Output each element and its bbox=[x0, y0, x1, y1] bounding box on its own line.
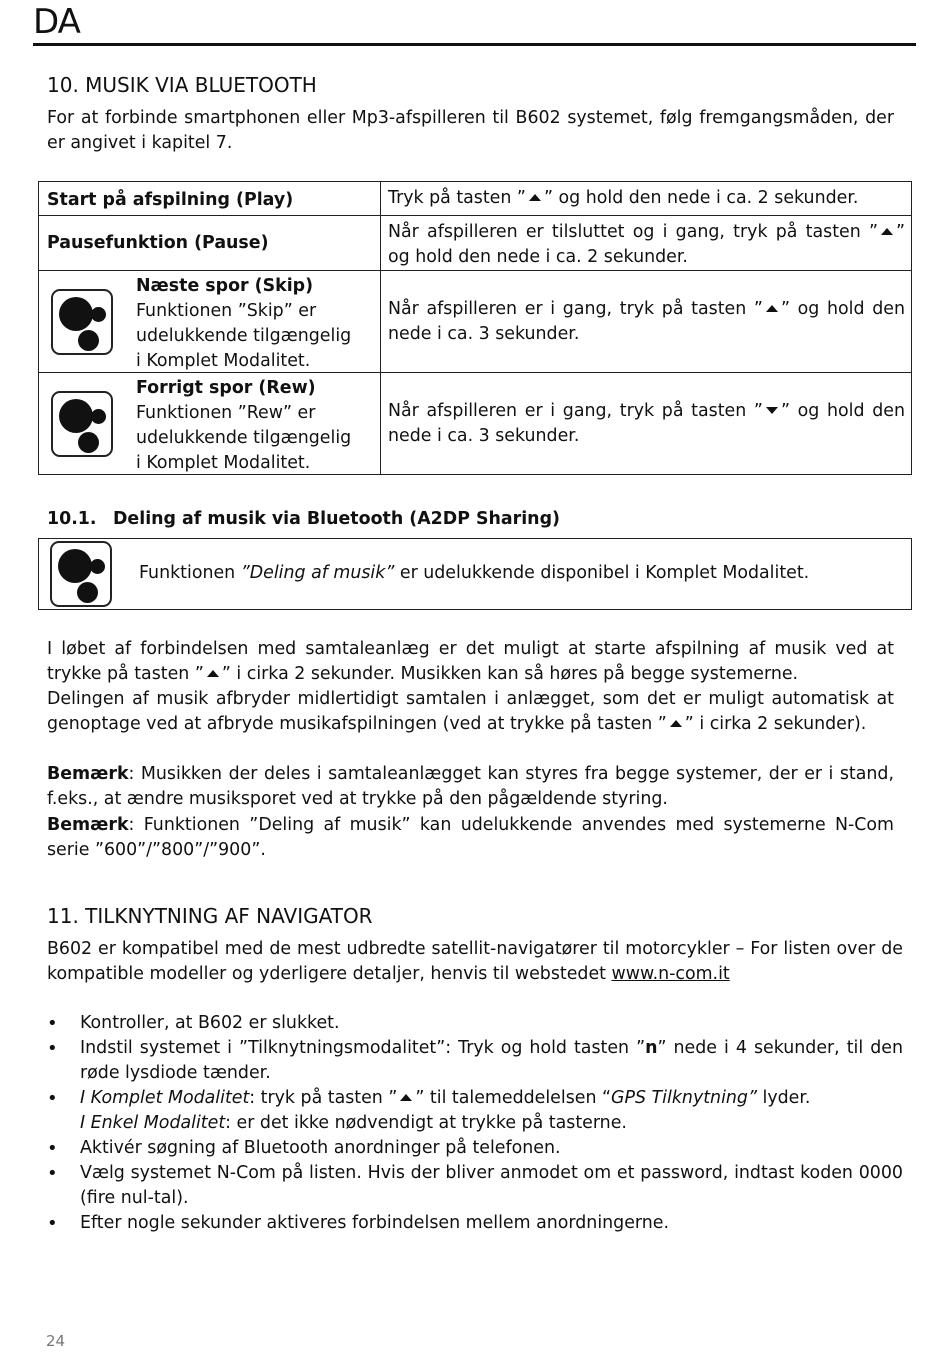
header-rule bbox=[33, 43, 916, 46]
sharing-note-box bbox=[38, 538, 912, 610]
sharing-paragraph-2: Delingen af musik afbryder midlertidigt samtalen i anlægget, som det er muligt automatisk at genoptage ved at afbryde musikafspilningen (ved at trykke på tasten ” ” i cirka 2 sekunder). bbox=[47, 689, 894, 734]
section-10-title: 10. MUSIK VIA BLUETOOTH bbox=[47, 73, 317, 97]
up-arrow-icon bbox=[670, 720, 682, 727]
device-buttons-icon bbox=[50, 541, 112, 607]
section-10-1-title: Deling af musik via Bluetooth (A2DP Sharing) bbox=[113, 509, 560, 529]
note-1: Bemærk: Musikken der deles i samtaleanlægget kan styres fra begge systemer, der er i stand, f.eks., at ændre musiksporet ved at trykke på den pågældende styring. bbox=[47, 764, 894, 809]
skip-cell bbox=[39, 271, 381, 373]
section-11-intro: B602 er kompatibel med de mest udbredte satellit-navigatører til motorcykler – For listen over de kompatible modeller og yderligere detaljer, henvis til webstedet www.n-com.it bbox=[47, 939, 903, 984]
sharing-note-text: Funktionen ”Deling af musik” er udelukkende disponibel i Komplet Modalitet. bbox=[139, 563, 810, 583]
list-item: • Kontroller, at B602 er slukket. bbox=[47, 1011, 903, 1036]
list-item: • Indstil systemet i ”Tilknytningsmodalitet”: Tryk og hold tasten ”n” nede i 4 sekunder, til den røde lysdiode tænder. bbox=[47, 1036, 903, 1086]
list-item: • Aktivér søgning af Bluetooth anordninger på telefonen. bbox=[47, 1136, 903, 1161]
rew-description: Når afspilleren er i gang, tryk på tasten ” ” og hold den nede i ca. 3 sekunder. bbox=[381, 373, 912, 475]
up-arrow-icon bbox=[400, 1094, 412, 1101]
controls-table bbox=[38, 181, 912, 475]
play-description: Tryk på tasten ” ” og hold den nede i ca. 2 sekunder. bbox=[381, 182, 912, 216]
up-arrow-icon bbox=[766, 305, 778, 312]
language-code: DA bbox=[33, 2, 80, 42]
up-arrow-icon bbox=[529, 194, 541, 201]
skip-description: Når afspilleren er i gang, tryk på tasten ” ” og hold den nede i ca. 3 sekunder. bbox=[381, 271, 912, 373]
website-link[interactable]: www.n-com.it bbox=[611, 964, 730, 984]
pause-description: Når afspilleren er tilsluttet og i gang, tryk på tasten ” ” og hold den nede i ca. 2 sekunder. bbox=[381, 216, 912, 271]
list-item: • Efter nogle sekunder aktiveres forbindelsen mellem anordningerne. bbox=[47, 1211, 903, 1236]
section-10-1-number: 10.1. bbox=[47, 509, 97, 529]
up-arrow-icon bbox=[881, 228, 893, 235]
section-11-title: 11. TILKNYTNING AF NAVIGATOR bbox=[47, 904, 373, 928]
list-item: • I Komplet Modalitet: tryk på tasten ” ” til talemeddelelsen “GPS Tilknytning” lyder. I Enkel Modalitet: er det ikke nødvendigt at trykke på tasterne. bbox=[47, 1086, 903, 1136]
rew-info: Forrigt spor (Rew) Funktionen ”Rew” er udelukkende tilgængelig i Komplet Modalitet. bbox=[136, 378, 352, 473]
table-row-pause bbox=[39, 216, 912, 271]
sharing-paragraph-1: I løbet af forbindelsen med samtaleanlæg er det muligt at starte afspilning af musik ved at trykke på tasten ” ” i cirka 2 sekunder. Musikken kan så høres på begge systemerne. bbox=[47, 639, 894, 684]
note-2: Bemærk: Funktionen ”Deling af musik” kan udelukkende anvendes med systemerne N-Com serie ”600”/”800”/”900”. bbox=[47, 815, 894, 860]
table-row-skip bbox=[39, 271, 912, 373]
rew-cell bbox=[39, 373, 381, 475]
down-arrow-icon bbox=[766, 407, 778, 414]
list-item: • Vælg systemet N-Com på listen. Hvis der bliver anmodet om et password, indtast koden 0000 (fire nul-tal). bbox=[47, 1161, 903, 1211]
page-number: 24 bbox=[46, 1332, 66, 1350]
play-label: Start på afspilning (Play) bbox=[39, 182, 381, 216]
navigator-steps-list bbox=[47, 1011, 903, 1236]
up-arrow-icon bbox=[207, 670, 219, 677]
device-buttons-icon bbox=[51, 391, 113, 457]
skip-info: Næste spor (Skip) Funktionen ”Skip” er udelukkende tilgængelig i Komplet Modalitet. bbox=[136, 276, 352, 371]
pause-label: Pausefunktion (Pause) bbox=[39, 216, 381, 271]
section-10-intro: For at forbinde smartphonen eller Mp3-afspilleren til B602 systemet, følg fremgangsmåden, der er angivet i kapitel 7. bbox=[47, 108, 894, 153]
table-row-play bbox=[39, 182, 912, 216]
device-buttons-icon bbox=[51, 289, 113, 355]
table-row-rew bbox=[39, 373, 912, 475]
